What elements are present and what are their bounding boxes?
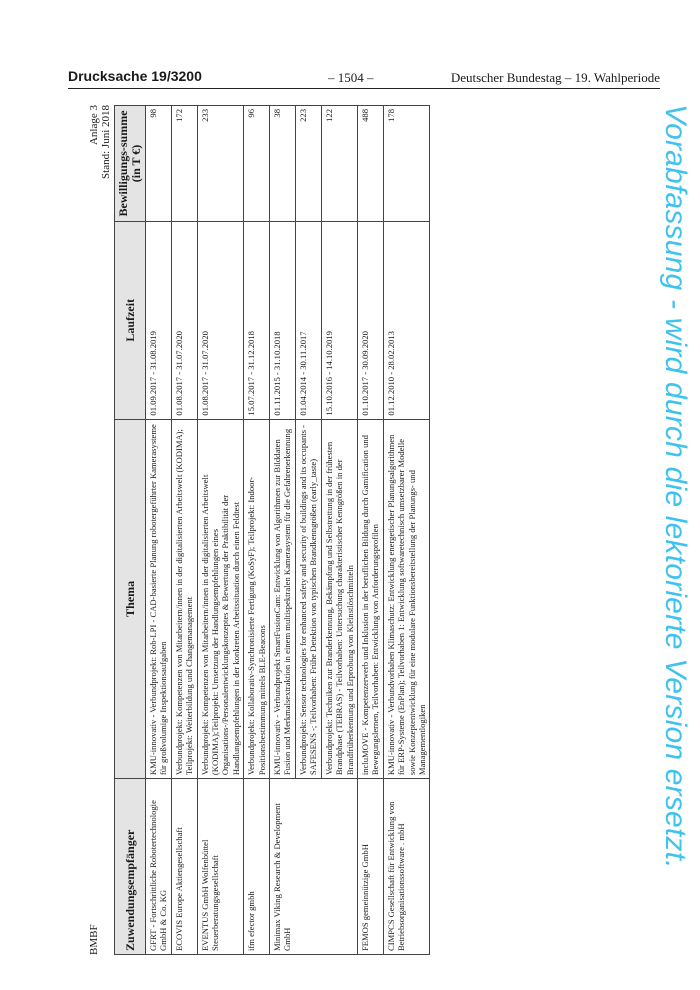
page-number: – 1504 – bbox=[328, 70, 374, 85]
table-row bbox=[383, 106, 430, 955]
cell-period: 01.08.2017 - 31.07.2020 bbox=[197, 221, 244, 419]
cell-amount: 233 bbox=[197, 106, 244, 222]
table-row bbox=[270, 106, 296, 955]
cell-amount: 178 bbox=[383, 106, 430, 222]
document-number bbox=[68, 68, 202, 84]
cell-recipient: CIMPCS Gesellschaft für Entwicklung von Betriebsorganisationssoftware . mbH bbox=[383, 779, 430, 955]
cell-amount: 98 bbox=[146, 106, 172, 222]
cell-recipient: Minimax Viking Research & Development GmbH bbox=[270, 779, 358, 955]
column-header-period: Laufzeit bbox=[115, 221, 146, 419]
cell-recipient: GFRT - Fortschrittliche Robotertechnologie GmbH & Co. KG bbox=[146, 779, 172, 955]
cell-period: 01.11.2015 - 31.10.2018 bbox=[270, 221, 296, 419]
column-header-topic: Thema bbox=[115, 419, 146, 779]
header-rule bbox=[68, 88, 660, 89]
table-row bbox=[171, 106, 197, 955]
cell-recipient: FEMOS gemeinnützige GmbH bbox=[357, 779, 383, 955]
cell-recipient: EVENTUS GmbH Wolfenbüttel Steuerberatungsgesellschaft bbox=[197, 779, 244, 955]
table-row bbox=[197, 106, 244, 955]
table-row bbox=[357, 106, 383, 955]
cell-period: 01.09.2017 - 31.08.2019 bbox=[146, 221, 172, 419]
ministry-label: BMBF bbox=[88, 924, 100, 955]
cell-amount: 488 bbox=[357, 106, 383, 222]
institution: Deutscher Bundestag – 19. Wahlperiode bbox=[450, 70, 660, 85]
cell-topic: incluMOVE - Kompetenzerwerb und Inklusion in der beruflichen Bildung durch Gamification und Bewegungslernen, Teilvorhaben: Entwicklung von Anforderungsprofilen bbox=[357, 419, 383, 779]
column-header-recipient: Zuwendungsempfänger bbox=[115, 779, 146, 955]
table-row bbox=[244, 106, 270, 955]
table-row bbox=[146, 106, 172, 955]
cell-period: 01.04.2014 - 30.11.2017 bbox=[295, 221, 321, 419]
funding-table bbox=[114, 105, 430, 955]
cell-amount: 122 bbox=[321, 106, 357, 222]
cell-recipient: ifm efector gmbh bbox=[244, 779, 270, 955]
cell-amount: 172 bbox=[171, 106, 197, 222]
cell-period: 15.07.2017 - 31.12.2018 bbox=[244, 221, 270, 419]
cell-period: 15.10.2016 - 14.10.2019 bbox=[321, 221, 357, 419]
cell-amount: 38 bbox=[270, 106, 296, 222]
cell-period: 01.12.2010 - 28.02.2013 bbox=[383, 221, 430, 419]
cell-period: 01.08.2017 - 31.07.2020 bbox=[171, 221, 197, 419]
cell-topic: Verbundprojekt: Kollaborativ-Synchronisierte Fertigung (KoSyF); Teilprojekt: Indoor-Positionsbestimmung mittels BLE-Beacons bbox=[244, 419, 270, 779]
cell-recipient: ECOVIS Europe Aktiengesellschaft bbox=[171, 779, 197, 955]
annex-label: Anlage 3 bbox=[88, 105, 100, 146]
preliminary-version-watermark: Vorabfassung - wird durch die lektorierte Version ersetzt. bbox=[659, 104, 692, 869]
cell-topic: KMU-innovativ - Verbundprojekt: Rob-LPI - CAD-basierte Planung robotergeführter Kamerasysteme für großvolumige Inspektionsaufgaben bbox=[146, 419, 172, 779]
cell-topic: Verbundprojekt: Kompetenzen von Mitarbeitern/innen in der digitalisierten Arbeitswelt (KODIMA); Teilprojekt: Weiterbildung und Changemanagement bbox=[171, 419, 197, 779]
table-header-row bbox=[115, 106, 146, 955]
cell-topic: KMU-innovativ - Verbundprojekt SmartFusionCam: Entwicklung von Algorithmen zur Bilddaten Fusion und Merkmalsextraktion in einem multispektralen Kamerasystem für die Gefahrenerkennung bbox=[270, 419, 296, 779]
cell-topic: Verbundprojekt: Sensor technologies for enhanced safety and security of buildings and its occupants - SAFESENS -; Teilvorhaben: Frühe Detektion von typischen Brandkenngrößen (early_taste) bbox=[295, 419, 321, 779]
doc-label: Drucksache 19/ bbox=[68, 68, 171, 84]
cell-topic: Verbundprojekt: Techniken zur Branderkennung, Bekämpfung und Selbstrettung in der frühesten Brandphase (TEBRAS) - Teilvorhaben: Untersuchung charakteristischer Kenngrößen in der Brandfrüherkennung und Erprobung von Kleinstlöschmitteln bbox=[321, 419, 357, 779]
doc-number-bold: 3200 bbox=[170, 68, 202, 84]
cell-topic: KMU-innovativ - Verbundvorhaben Klimaschutz: Entwicklung energetischer Planungsalgorithmen für ERP-Systeme (EnPlan); Teilvorhaben 1: Entwicklung softwaretechnisch umsetzbarer Modelle sowie Konzeptentwicklung für eine modulare Funktionsbereitstellung der Planungs- und Managementlogiken bbox=[383, 419, 430, 779]
cell-period: 01.10.2017 - 30.09.2020 bbox=[357, 221, 383, 419]
cell-topic: Verbundprojekt: Kompetenzen von Mitarbeitern/innen in der digitalisierten Arbeitswelt (KODIMA);Teilprojekt: Umsetzung der Handlungsempfehlungen eines Organisations-/Personalentwicklungskonzeptes & Bewertung der Praktibilität der Handlungsempfehlungen in der konkreten Arbeitssituation durch einen Feldtest bbox=[197, 419, 244, 779]
cell-amount: 96 bbox=[244, 106, 270, 222]
annex-date: Stand: Juni 2018 bbox=[100, 105, 112, 179]
column-header-amount: Bewilligungs-summe (in T €) bbox=[115, 106, 146, 222]
cell-amount: 223 bbox=[295, 106, 321, 222]
annex-info bbox=[88, 105, 112, 179]
landscape-page bbox=[88, 105, 616, 955]
